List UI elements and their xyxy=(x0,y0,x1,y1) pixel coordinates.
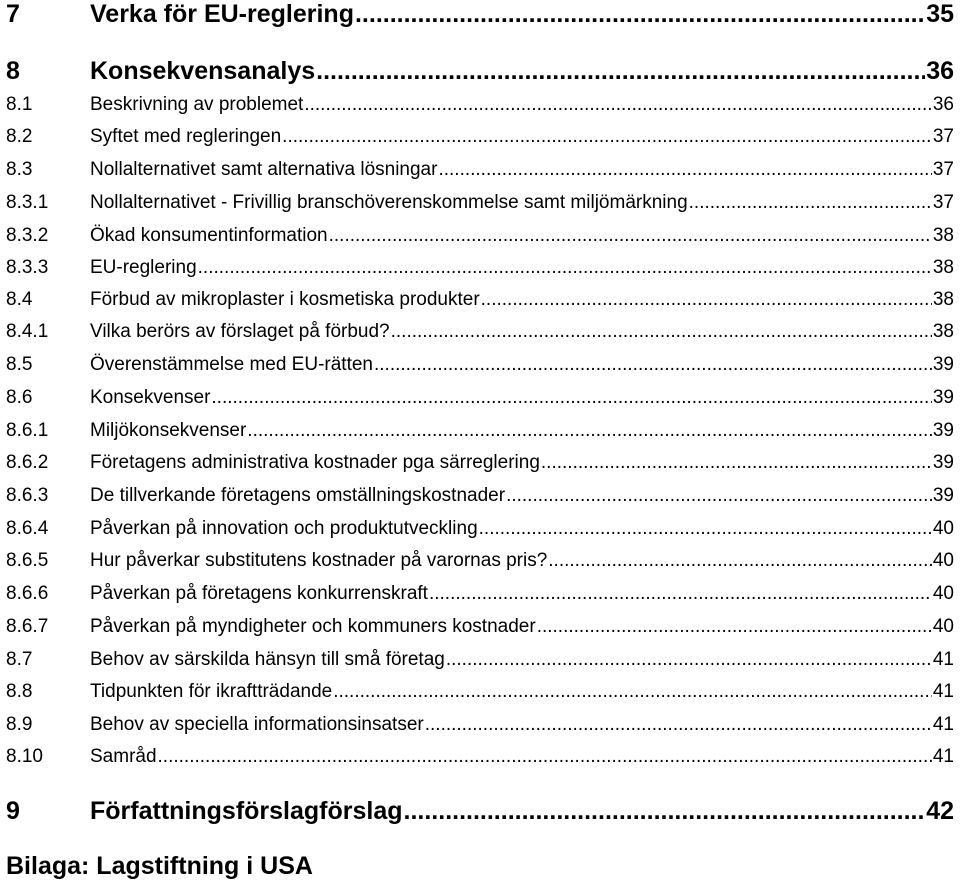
toc-page: 41 xyxy=(932,649,954,670)
toc-page: 39 xyxy=(932,452,954,473)
toc-leader xyxy=(689,192,932,214)
toc-title: Påverkan på innovation och produktutveckling xyxy=(90,518,478,539)
toc-number: 7 xyxy=(6,0,20,28)
toc-number: 8.3.1 xyxy=(6,192,49,213)
toc-row[interactable] xyxy=(0,550,954,576)
toc-entry xyxy=(90,485,954,507)
toc-entry xyxy=(90,797,954,826)
toc-number: 8.2 xyxy=(6,126,33,147)
toc-row[interactable] xyxy=(0,518,954,544)
toc-title: Överenstämmelse med EU-rätten xyxy=(90,354,373,375)
toc-page: 37 xyxy=(932,192,954,213)
toc-number: 8.3 xyxy=(6,159,33,180)
toc-leader xyxy=(541,452,932,474)
toc-leader xyxy=(391,321,932,343)
toc-number: 9 xyxy=(6,797,20,825)
toc-number: 8.6.4 xyxy=(6,518,49,539)
toc-row[interactable] xyxy=(0,57,954,89)
toc-leader xyxy=(304,94,932,116)
toc-row[interactable] xyxy=(0,321,954,347)
toc-entry xyxy=(90,0,954,29)
toc-entry xyxy=(90,616,954,638)
toc-title: Vilka berörs av förslaget på förbud? xyxy=(90,321,390,342)
toc-row[interactable] xyxy=(0,649,954,675)
toc-title: Syftet med regleringen xyxy=(90,126,282,147)
toc-number: 8.6.5 xyxy=(6,550,49,571)
toc-entry xyxy=(90,225,954,247)
toc-number: 8.9 xyxy=(6,714,33,735)
toc-title: Nollalternativet - Frivillig branschöverenskommelse samt miljömärkning xyxy=(90,192,688,213)
toc-number: 8.3.3 xyxy=(6,257,49,278)
toc-row[interactable] xyxy=(0,0,954,32)
toc-title: Nollalternativet samt alternativa lösningar xyxy=(90,159,438,180)
toc-title: Författningsförslagförslag xyxy=(90,797,403,825)
toc-page: 36 xyxy=(932,94,954,115)
toc-leader xyxy=(446,649,932,671)
toc-number: 8.5 xyxy=(6,354,33,375)
toc-row[interactable] xyxy=(0,616,954,642)
toc-row[interactable] xyxy=(0,94,954,120)
toc-page: 42 xyxy=(926,797,954,825)
toc-leader xyxy=(438,159,931,181)
toc-title: Behov av särskilda hänsyn till små företag xyxy=(90,649,445,670)
toc-entry xyxy=(90,57,954,86)
toc-row[interactable] xyxy=(0,797,954,829)
toc-number: 8.6 xyxy=(6,387,33,408)
toc-title: Konsekvenser xyxy=(90,387,211,408)
toc-number: 8.6.2 xyxy=(6,452,49,473)
toc-leader xyxy=(481,289,932,311)
toc-entry xyxy=(90,126,954,148)
toc-leader xyxy=(211,387,931,409)
toc-leader xyxy=(316,57,925,86)
toc-page: 41 xyxy=(932,681,954,702)
toc-number: 8.6.7 xyxy=(6,616,49,637)
toc-entry xyxy=(90,192,954,214)
toc-page: 37 xyxy=(932,126,954,147)
toc-entry xyxy=(90,289,954,311)
toc-row[interactable] xyxy=(0,485,954,511)
toc-leader xyxy=(198,257,932,279)
toc-entry xyxy=(90,746,954,768)
toc-page: 38 xyxy=(932,225,954,246)
toc-page: 39 xyxy=(932,485,954,506)
toc-page: 40 xyxy=(932,518,954,539)
toc-title: Hur påverkar substitutens kostnader på varornas pris? xyxy=(90,550,548,571)
toc-leader xyxy=(333,681,932,703)
toc-number: 8 xyxy=(6,57,20,85)
toc-leader xyxy=(425,714,932,736)
toc-row[interactable] xyxy=(0,420,954,446)
toc-entry xyxy=(90,321,954,343)
toc-number: 8.4 xyxy=(6,289,33,310)
toc-title: EU-reglering xyxy=(90,257,197,278)
toc-page: 40 xyxy=(932,616,954,637)
toc-title: Beskrivning av problemet xyxy=(90,94,304,115)
toc-row[interactable] xyxy=(0,257,954,283)
toc-title: Verka för EU-reglering xyxy=(90,0,354,28)
toc-page: 39 xyxy=(932,354,954,375)
toc-number: 8.6.3 xyxy=(6,485,49,506)
toc-number: 8.6.1 xyxy=(6,420,49,441)
toc-row[interactable] xyxy=(0,681,954,707)
toc-number: 8.10 xyxy=(6,746,43,767)
toc-page: 36 xyxy=(926,57,954,85)
toc-page: 40 xyxy=(932,550,954,571)
toc-number: 8.7 xyxy=(6,649,33,670)
toc-row[interactable] xyxy=(0,225,954,251)
toc-leader xyxy=(537,616,932,638)
toc-leader xyxy=(479,518,932,540)
toc-title: Miljökonsekvenser xyxy=(90,420,247,441)
toc-title: De tillverkande företagens omställningskostnader xyxy=(90,485,506,506)
toc-title: Ökad konsumentinformation xyxy=(90,225,328,246)
toc-row[interactable] xyxy=(0,192,954,218)
toc-leader xyxy=(247,420,932,442)
toc-row[interactable] xyxy=(0,354,954,380)
toc-entry xyxy=(90,159,954,181)
toc-page: 38 xyxy=(932,321,954,342)
toc-row[interactable] xyxy=(0,159,954,185)
toc-title: Förbud av mikroplaster i kosmetiska produkter xyxy=(90,289,480,310)
toc-title: Samråd xyxy=(90,746,157,767)
toc-title: Påverkan på företagens konkurrenskraft xyxy=(90,583,428,604)
toc-page: 35 xyxy=(926,0,954,28)
toc-page: 39 xyxy=(932,387,954,408)
toc-leader xyxy=(158,746,932,768)
toc-entry xyxy=(90,714,954,736)
toc-row[interactable] xyxy=(0,452,954,478)
toc-row[interactable] xyxy=(0,126,954,152)
toc-entry xyxy=(90,649,954,671)
toc-title: Företagens administrativa kostnader pga särreglering xyxy=(90,452,540,473)
toc-title: Konsekvensanalys xyxy=(90,57,316,85)
toc-page: 38 xyxy=(932,289,954,310)
toc-entry xyxy=(90,583,954,605)
toc-leader xyxy=(374,354,932,376)
toc-page: 39 xyxy=(932,420,954,441)
toc-leader xyxy=(548,550,932,572)
toc-entry xyxy=(90,550,954,572)
toc-leader xyxy=(355,0,925,29)
toc-page: 41 xyxy=(932,746,954,767)
toc-entry xyxy=(90,257,954,279)
toc-title: Tidpunkten för ikraftträdande xyxy=(90,681,333,702)
toc-entry xyxy=(90,518,954,540)
toc-entry xyxy=(90,354,954,376)
toc-leader xyxy=(282,126,932,148)
toc-leader xyxy=(429,583,932,605)
toc-row[interactable] xyxy=(0,714,954,740)
toc-page: 40 xyxy=(932,583,954,604)
toc-row[interactable] xyxy=(0,387,954,413)
toc-leader xyxy=(404,797,926,826)
toc-number: 8.1 xyxy=(6,94,33,115)
toc-page: 41 xyxy=(932,714,954,735)
toc-title: Behov av speciella informationsinsatser xyxy=(90,714,424,735)
toc-entry xyxy=(90,681,954,703)
toc-row[interactable] xyxy=(0,746,954,772)
toc-row[interactable] xyxy=(0,583,954,609)
toc-entry xyxy=(90,94,954,116)
toc-entry xyxy=(90,387,954,409)
toc-entry xyxy=(90,420,954,442)
toc-row[interactable] xyxy=(0,289,954,315)
toc-entry xyxy=(90,452,954,474)
toc-leader xyxy=(506,485,932,507)
annex-heading[interactable]: Bilaga: Lagstiftning i USA xyxy=(6,852,313,880)
toc-page: 38 xyxy=(932,257,954,278)
toc-number: 8.4.1 xyxy=(6,321,49,342)
toc-number: 8.8 xyxy=(6,681,33,702)
toc-number: 8.6.6 xyxy=(6,583,49,604)
toc-number: 8.3.2 xyxy=(6,225,49,246)
toc-title: Påverkan på myndigheter och kommuners kostnader xyxy=(90,616,536,637)
toc-leader xyxy=(329,225,932,247)
toc-page: 37 xyxy=(932,159,954,180)
